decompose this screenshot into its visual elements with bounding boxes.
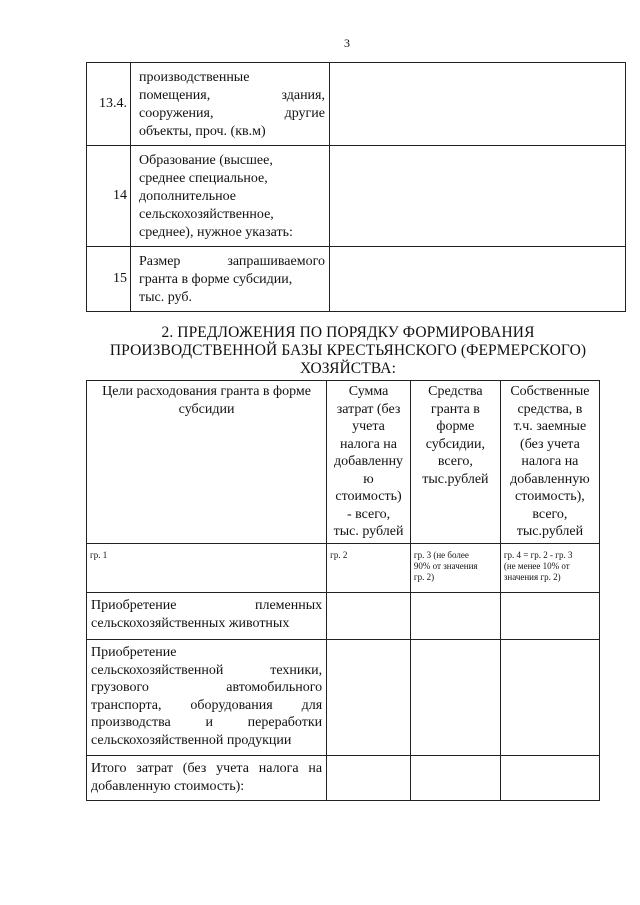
grant-spending-table <box>86 380 600 801</box>
value-cell[interactable] <box>410 756 500 801</box>
header-line: налога на <box>340 436 398 452</box>
text-line: Образование (высшее, <box>139 153 273 168</box>
text-line: гранта в форме субсидии, <box>139 272 293 287</box>
text-line: тыс. руб. <box>139 290 192 305</box>
text-line: сельскохозяйственной техники, <box>91 662 323 678</box>
value-cell[interactable] <box>330 247 626 312</box>
header-line: всего, <box>437 454 473 469</box>
header-line: учета <box>352 419 385 434</box>
text-line: производства и переработки <box>91 715 323 730</box>
header-line: ю <box>363 471 374 487</box>
header-line: гранта в <box>430 401 480 417</box>
header-line: субсидии <box>178 401 235 417</box>
row-description <box>131 146 330 247</box>
group-line: значения гр. 2) <box>503 572 561 582</box>
row-number: 14 <box>87 146 131 247</box>
section-title <box>108 324 588 378</box>
value-cell[interactable] <box>410 593 500 640</box>
group-line: 90% от значения <box>413 561 478 571</box>
value-cell[interactable] <box>327 640 411 756</box>
text-line: Приобретение <box>91 645 177 660</box>
group-line: гр. 1 <box>90 550 108 560</box>
header-line: затрат (без <box>336 401 401 417</box>
group-line: гр. 2) <box>413 572 435 582</box>
value-cell[interactable] <box>500 593 599 640</box>
header-row <box>87 381 600 544</box>
text-line: транспорта, оборудования для <box>91 697 323 713</box>
group-cell-3 <box>410 544 500 593</box>
value-cell[interactable] <box>410 640 500 756</box>
header-line: добавленну <box>333 454 404 469</box>
text-line: производственные <box>139 70 250 85</box>
header-line: Собственные <box>510 384 590 399</box>
text-line: помещения, здания, <box>139 88 325 103</box>
header-line: тыс. рублей <box>333 524 404 539</box>
table-row <box>87 146 626 247</box>
text-line: сельскохозяйственных животных <box>91 615 290 631</box>
value-cell[interactable] <box>327 593 411 640</box>
header-line: добавленную <box>510 471 590 487</box>
group-line: (не менее 10% от <box>503 561 570 571</box>
row-label <box>87 593 327 640</box>
header-line: средства, в <box>517 401 583 417</box>
row-number: 15 <box>87 247 131 312</box>
header-line: - всего, <box>346 506 391 522</box>
text-line: объекты, проч. (кв.м) <box>139 124 266 139</box>
header-line: тыс.рублей <box>516 524 584 539</box>
table-row <box>87 756 600 801</box>
row-description <box>131 247 330 312</box>
value-cell[interactable] <box>500 640 599 756</box>
text-line: грузового автомобильного <box>91 680 323 695</box>
row-label <box>87 756 327 801</box>
header-line: (без учета <box>520 436 580 452</box>
text-line: сельскохозяйственной продукции <box>91 732 292 748</box>
value-cell[interactable] <box>500 756 599 801</box>
header-cell-grant-funds <box>410 381 500 544</box>
group-cell-1 <box>87 544 327 593</box>
header-cell-own-funds <box>500 381 599 544</box>
page-number: 3 <box>344 36 350 50</box>
group-line: гр. 4 = гр. 2 - гр. 3 <box>503 550 573 560</box>
text-line: Приобретение племенных <box>91 598 323 613</box>
table-row <box>87 247 626 312</box>
group-line: гр. 3 (не более <box>413 550 469 560</box>
header-line: Сумма <box>348 384 389 399</box>
text-line: сооружения, другие <box>139 106 325 121</box>
text-line: дополнительное <box>139 189 236 204</box>
applicant-info-table <box>86 62 626 312</box>
text-line: Итого затрат (без учета налога на <box>91 761 323 776</box>
row-number: 13.4. <box>87 63 131 146</box>
text-line: среднее), нужное указать: <box>139 225 293 240</box>
title-line: 2. ПРЕДЛОЖЕНИЯ ПО ПОРЯДКУ ФОРМИРОВАНИЯ <box>161 324 535 341</box>
row-description <box>131 63 330 146</box>
text-line: среднее специальное, <box>139 171 268 186</box>
table-row <box>87 640 600 756</box>
header-line: Средства <box>428 384 483 399</box>
header-line: стоимость), <box>515 489 585 504</box>
header-cell-purposes <box>87 381 327 544</box>
group-row <box>87 544 600 593</box>
text-line: Размер запрашиваемого <box>139 254 325 269</box>
text-line: добавленную стоимость): <box>91 778 245 794</box>
group-cell-2 <box>327 544 411 593</box>
group-cell-4 <box>500 544 599 593</box>
text-line: сельскохозяйственное, <box>139 207 274 222</box>
row-label <box>87 640 327 756</box>
value-cell[interactable] <box>327 756 411 801</box>
header-line: т.ч. заемные <box>513 419 587 434</box>
header-line: субсидии, <box>425 436 486 452</box>
title-line: ПРОИЗВОДСТВЕННОЙ БАЗЫ КРЕСТЬЯНСКОГО (ФЕРМЕРСКОГО) <box>109 342 587 359</box>
table-row <box>87 63 626 146</box>
header-cell-total-cost <box>327 381 411 544</box>
header-line: Цели расходования гранта в форме <box>102 384 311 399</box>
header-line: стоимость) <box>335 489 402 504</box>
value-cell[interactable] <box>330 146 626 247</box>
table-row <box>87 593 600 640</box>
header-line: тыс.рублей <box>422 471 489 487</box>
header-line: всего, <box>532 506 568 522</box>
header-line: налога на <box>521 454 579 469</box>
title-line: ХОЗЯЙСТВА: <box>300 360 396 377</box>
group-line: гр. 2 <box>330 550 348 560</box>
value-cell[interactable] <box>330 63 626 146</box>
header-line: форме <box>436 419 475 434</box>
